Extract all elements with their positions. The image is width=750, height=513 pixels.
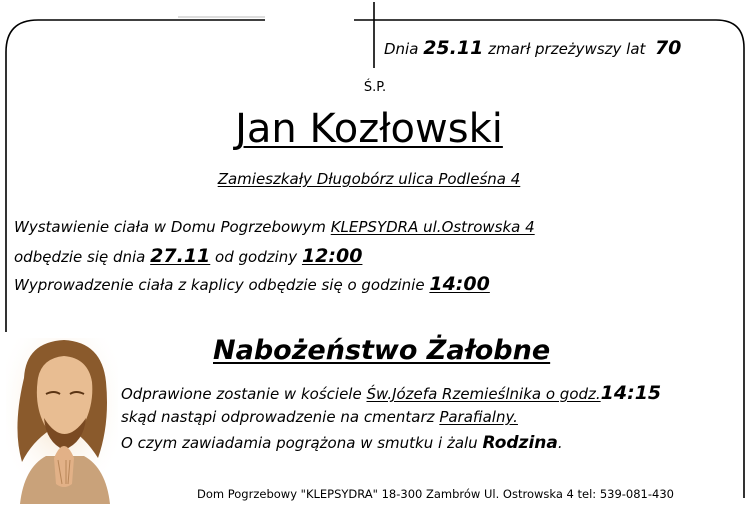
death-prefix: Dnia — [384, 40, 419, 58]
viewing-line-3 — [14, 273, 490, 295]
funeral-home-address: KLEPSYDRA ul.Ostrowska 4 — [330, 218, 535, 236]
death-age: 70 — [654, 37, 682, 59]
deceased-name: Jan Kozłowski — [235, 106, 503, 152]
family-suffix: . — [557, 434, 563, 452]
viewing-line-2 — [14, 245, 362, 267]
service-line-3 — [121, 433, 563, 453]
cemetery-label: skąd nastąpi odprowadzenie na cmentarz — [121, 408, 435, 426]
procession-label: Wyprowadzenie ciała z kaplicy odbędzie się o godzinie — [14, 276, 425, 294]
death-age-label: zmarł przeżywszy lat — [488, 40, 646, 58]
family-label: O czym zawiadamia pogrążona w smutku i żalu — [121, 434, 478, 452]
viewing-line-1 — [14, 218, 535, 236]
viewing-text: Wystawienie ciała w Domu Pogrzebowym — [14, 218, 326, 236]
procession-time: 14:00 — [429, 273, 490, 295]
church-label: Odprawione zostanie w kościele — [121, 385, 362, 403]
service-line-1 — [121, 382, 661, 404]
praying-jesus-portrait — [6, 338, 118, 504]
church-name: Św.Józefa Rzemieślnika o godz. — [366, 385, 601, 403]
honorific: Ś.P. — [363, 80, 387, 95]
death-date: 25.11 — [423, 37, 484, 59]
service-time: 14:15 — [600, 382, 662, 404]
viewing-date-label: odbędzie się dnia — [14, 248, 146, 266]
residence: Zamieszkały Długobórz ulica Podleśna 4 — [217, 170, 521, 188]
cemetery-name: Parafialny. — [439, 408, 518, 426]
death-date-line — [384, 37, 681, 59]
viewing-date: 27.11 — [150, 245, 211, 267]
viewing-time-label: od godziny — [215, 248, 298, 266]
family-name: Rodzina — [482, 433, 558, 453]
service-line-2 — [121, 408, 518, 426]
service-title: Nabożeństwo Żałobne — [213, 335, 551, 366]
viewing-time: 12:00 — [301, 245, 363, 267]
funeral-home-footer: Dom Pogrzebowy "KLEPSYDRA" 18-300 Zambrów Ul. Ostrowska 4 tel: 539-081-430 — [197, 487, 674, 501]
